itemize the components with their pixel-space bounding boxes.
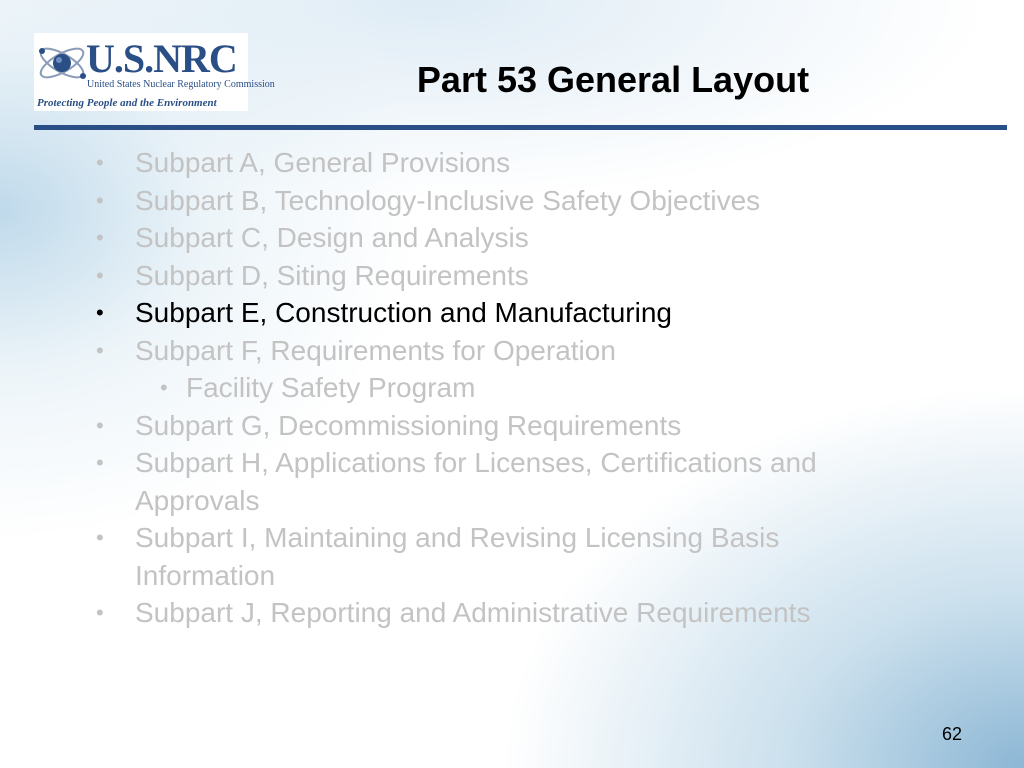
subpart-list-item [94, 182, 924, 220]
bullet-icon: • [96, 262, 104, 288]
atom-icon [34, 33, 94, 95]
subpart-list [94, 144, 924, 632]
subpart-label: Subpart E, Construction and Manufacturing [135, 297, 672, 328]
logo-tagline: Protecting People and the Environment [34, 95, 248, 111]
subpart-list-item [94, 369, 924, 407]
subpart-list-item [94, 594, 924, 632]
subpart-list-item [94, 407, 924, 445]
bullet-icon: • [96, 412, 104, 438]
subpart-list-item [94, 444, 924, 519]
bullet-icon: • [96, 300, 104, 325]
subpart-label: Subpart D, Siting Requirements [135, 259, 529, 291]
subpart-label: Subpart I, Maintaining and Revising Licensing Basis Information [135, 522, 780, 591]
subpart-list-item [94, 294, 924, 332]
bullet-icon: • [96, 187, 104, 213]
bullet-icon: • [96, 525, 104, 550]
nrc-logo [34, 33, 275, 111]
bullet-icon: • [96, 600, 104, 625]
subpart-list-item [94, 144, 924, 182]
bullet-icon: • [96, 150, 104, 175]
logo-wordmark: U.S.NRC [86, 36, 237, 81]
subpart-label: Subpart C, Design and Analysis [135, 222, 529, 253]
subpart-list-item [94, 519, 924, 594]
bullet-icon: • [96, 450, 104, 475]
subpart-list-item [94, 257, 924, 295]
subpart-label: Subpart G, Decommissioning Requirements [135, 409, 682, 441]
subpart-list-item [94, 332, 924, 370]
bullet-icon: • [96, 337, 104, 363]
title-divider [34, 125, 1007, 130]
slide-title: Part 53 General Layout [416, 59, 810, 100]
subpart-label: Subpart F, Requirements for Operation [135, 334, 616, 366]
subpart-label: Subpart H, Applications for Licenses, Certifications and Approvals [135, 447, 817, 516]
subpart-label: Facility Safety Program [186, 372, 476, 403]
page-number: 62 [941, 724, 963, 744]
bullet-icon: • [160, 375, 168, 400]
bullet-icon: • [96, 225, 104, 250]
subpart-label: Subpart B, Technology-Inclusive Safety Objectives [135, 184, 761, 216]
subpart-list-item [94, 219, 924, 257]
subpart-label: Subpart J, Reporting and Administrative Requirements [135, 597, 811, 628]
logo-agency-name: United States Nuclear Regulatory Commission [87, 79, 275, 90]
subpart-label: Subpart A, General Provisions [135, 147, 511, 178]
